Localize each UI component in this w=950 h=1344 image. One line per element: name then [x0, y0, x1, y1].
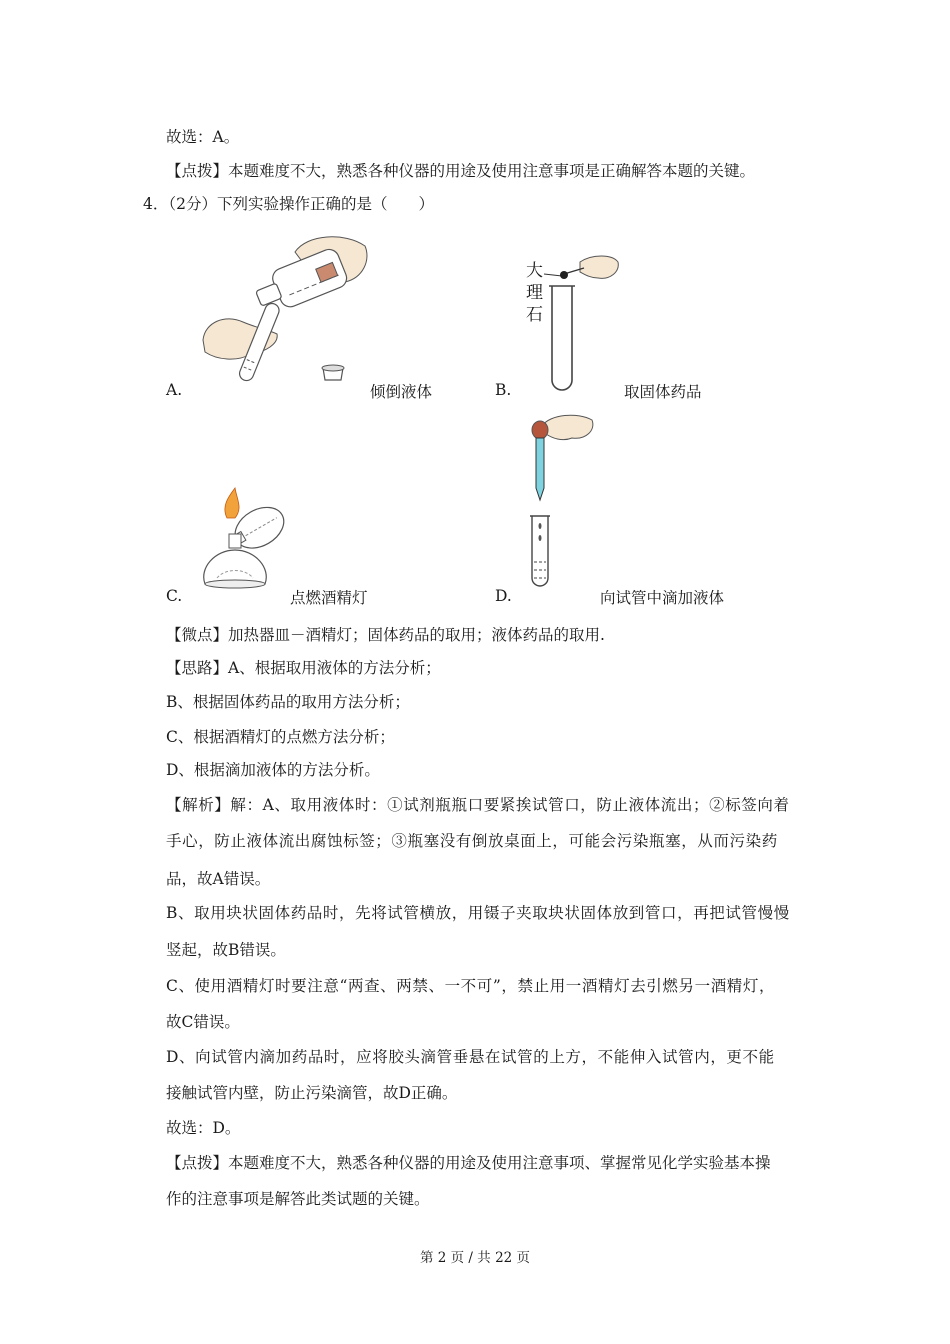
footer-prefix: 第	[419, 1250, 434, 1266]
tip-line-1: 【点拨】本题难度不大，熟悉各种仪器的用途及使用注意事项、掌握常见化学实验基本操	[166, 1154, 771, 1172]
analysis-line-3: 品，故A错误。	[166, 870, 271, 888]
option-b-label: B.	[495, 381, 512, 399]
option-c-label: C.	[166, 587, 183, 605]
page-footer	[0, 1246, 950, 1266]
footer-total: 22	[495, 1250, 513, 1266]
analysis-line-5: 竖起，故B错误。	[166, 941, 286, 959]
analysis-line-2: 手心，防止液体流出腐蚀标签；③瓶塞没有倒放桌面上，可能会污染瓶塞，从而污染药	[166, 832, 778, 850]
tip-line-2: 作的注意事项是解答此类试题的关键。	[166, 1190, 430, 1208]
solid-drug-figure	[520, 250, 630, 395]
option-a-caption: 倾倒液体	[370, 383, 433, 401]
marble-label-2: 理	[526, 283, 543, 303]
option-b-caption: 取固体药品	[624, 383, 702, 401]
option-c-caption: 点燃酒精灯	[290, 589, 368, 607]
pouring-liquid-figure	[195, 230, 375, 395]
option-d-caption: 向试管中滴加液体	[600, 589, 725, 607]
analysis-line-8: D、向试管内滴加药品时，应将胶头滴管垂悬在试管的上方，不能伸入试管内，更不能	[166, 1048, 775, 1066]
marble-label-1: 大	[526, 261, 543, 281]
answer-line-prev: 故选：A。	[166, 128, 240, 146]
silu-c-line: C、根据酒精灯的点燃方法分析；	[166, 728, 395, 746]
marble-label-3: 石	[526, 305, 543, 325]
weidian-line: 【微点】加热器皿－酒精灯；固体药品的取用；液体药品的取用.	[166, 626, 605, 644]
question-4: 4．（2分）下列实验操作正确的是（ ）	[143, 195, 434, 213]
analysis-line-6: C、使用酒精灯时要注意“两查、两禁、一不可”，禁止用一酒精灯去引燃另一酒精灯，	[166, 977, 776, 995]
analysis-line-1: 【解析】解：A、取用液体时：①试剂瓶瓶口要紧挨试管口，防止液体流出；②标签向着	[166, 796, 790, 814]
answer-line: 故选：D。	[166, 1119, 241, 1137]
footer-mid: 页 / 共	[450, 1250, 491, 1266]
analysis-line-9: 接触试管内壁，防止污染滴管，故D正确。	[166, 1084, 458, 1102]
tip-line-prev: 【点拨】本题难度不大，熟悉各种仪器的用途及使用注意事项是正确解答本题的关键。	[166, 162, 756, 180]
silu-line: 【思路】A、根据取用液体的方法分析；	[166, 659, 441, 677]
footer-suffix: 页	[516, 1250, 531, 1266]
option-a-label: A.	[166, 381, 183, 399]
option-d-label: D.	[495, 587, 512, 605]
analysis-line-7: 故C错误。	[166, 1013, 240, 1031]
dropping-liquid-figure	[520, 412, 600, 592]
footer-page: 2	[437, 1250, 447, 1266]
silu-b-line: B、根据固体药品的取用方法分析；	[166, 693, 410, 711]
analysis-line-4: B、取用块状固体药品时，先将试管横放，用镊子夹取块状固体放到管口，再把试管慢慢	[166, 904, 790, 922]
silu-d-line: D、根据滴加液体的方法分析。	[166, 761, 380, 779]
alcohol-lamp-figure	[195, 488, 295, 598]
